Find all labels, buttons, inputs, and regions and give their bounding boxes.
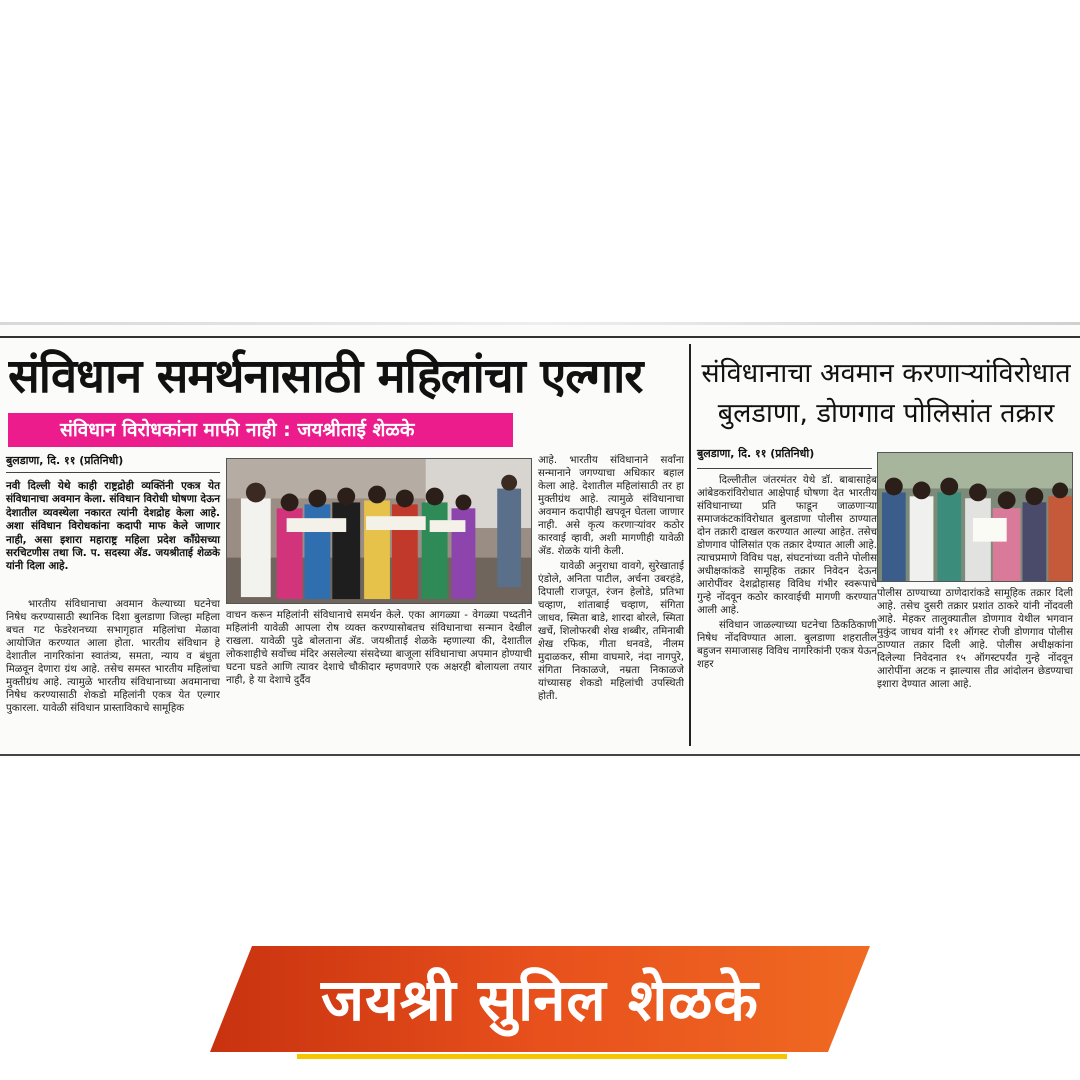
article-column-2 [226,609,532,751]
article-column-1-text: भारतीय संविधानाचा अवमान केल्याच्या घटनेचा निषेध करण्यासाठी स्थानिक दिशा बुलडाणा जिल्हा महिला बचत गट फेडरेशनच्या सभागृहात महिलांचा मेळावा आयोजित करण्यात आला होता. भारतीय संविधान हे देशातील नागरिकांना स्वातंत्र्य, समता, न्याय व बंधुता मिळवून देणारा ग्रंथ आहे. तसेच समस्त भारतीय महिलांचा मुक्तीग्रंथ आहे. त्यामुळे भारतीय संविधानाच्या अवमानाचा निषेध करण्यासाठी शेकडो महिलांनी एकत्र येत एल्गार पुकारला. यावेळी संविधान प्रास्ताविकाचे सामूहिक [6,599,220,714]
banner-name: जयश्री सुनिल शेळके [321,966,759,1034]
police-complaint-photo [877,452,1073,582]
article-column-1 [6,598,220,748]
clipping-top-rule [0,336,1080,338]
side-article-dateline: बुलडाणा, दि. ११ (प्रतिनिधी) [697,447,815,460]
side-article-headline [696,354,1076,434]
dateline-rule [6,472,220,473]
side-dateline-rule [697,468,872,469]
side-article-column-2 [877,587,1073,747]
women-rally-photo [226,458,532,604]
clipping-bottom-rule [0,754,1080,756]
banner-underline [297,1054,787,1059]
article-subheadline: संविधान विरोधकांना माफी नाही : जयश्रीताई शेळके [8,413,513,447]
article-headline: संविधान समर्थनासाठी महिलांचा एल्गार [8,349,643,404]
police-complaint-photo-image [878,453,1072,581]
clipping-top-edge [0,322,1080,325]
article-column-2-text: वाचन करून महिलांनी संविधानाचे समर्थन केले. एका आगळ्या - वेगळ्या पध्दतीने महिलांनी यावेळी आपला रोष व्यक्त करण्यासोबतच संविधानाचा सन्मान देखील राखला. यावेळी पुढे बोलताना ॲड. जयश्रीताई शेळके म्हणाल्या की, देशातील लोकशाहीचे सर्वोच्च मंदिर असलेल्या संसदेच्या बाजूला संविधानाचा अपमान होण्याची घटना घडते आणि त्यावर देशाचे चौकीदार म्हणवणारे एक अक्षरही बोलायला तयार नाही, हे या देशाचे दुर्दैव [226,610,532,686]
column-divider [689,344,691,746]
article-column-3-text-b: यावेळी अनुराधा वावगे, सुरेखाताई एंडोले, अनिता पाटील, अर्चना उबरहंडे, दिपाली राजपूत, रंजन हेलोडे, प्रतिभा चव्हाण, शांताबाई चव्हाण, संगिता जाधव, स्मिता बाडे, शारदा बोरले, स्मिता खर्चे, शिलोफरबी शेख शब्बीर, तमिनाबी शेख रफिक, गीता धनवडे, नीलम मुदाळकर, सीमा वाघमारे, नंदा नागपुरे, संगिता निकाळजे, नम्रता निकाळजे यांच्यासह शेकडो महिलांची उपस्थिती होती. [538,561,684,702]
side-article-column-1-text: दिल्लीतील जंतरमंतर येथे डॉ. बाबासाहेब आंबेडकरांविरोधात आक्षेपार्ह घोषणा देत भारतीय संविधानाच्या प्रति फाडून जाळणाऱ्या समाजकंटकांविरोधात बुलडाणा पोलीस ठाण्यात दोन तक्रारी दाखल करण्यात आल्या आहेत. तसेच डोणगाव पोलिसांत एक तक्रार देण्यात आली आहे. त्याचप्रमाणे विविध पक्ष, संघटनांच्या वतीने पोलीस अधीक्षकांकडे सामूहिक तक्रार निवेदन देऊन आरोपींवर देशद्रोहासह विविध गंभीर स्वरूपाचे गुन्हे नोंदवून कठोर कारवाईची मागणी करण्यात आली आहे. [697,475,877,616]
side-article-column-1 [697,474,877,748]
women-rally-photo-image [227,459,531,603]
article-column-3-text-a: आहे. भारतीय संविधानाने सर्वांना सन्मानाने जगण्याचा अधिकार बहाल केला आहे. देशातील महिलांसाठी तर हा मुक्तीग्रंथ आहे. त्यामुळे संविधानाचा अवमान कदापीही खपवून घेतला जाणार नाही. असे कृत्य करणाऱ्यांवर कठोर कारवाई व्हावी, अशी मागणीही यावेळी ॲड. शेळके यांनी केली. [538,455,684,557]
side-article-column-2-text: पोलीस ठाण्याच्या ठाणेदारांकडे सामूहिक तक्रार दिली आहे. तसेच दुसरी तक्रार प्रशांत ठाकरे यांनी नोंदवली आहे. मेहकर तालुक्यातील डोणगाव येथील भगवान मुकुंद जाधव यांनी ११ ऑगस्ट रोजी डोणगाव पोलीस ठाण्यात तक्रार दिली आहे. पोलीस अधीक्षकांना दिलेल्या निवेदनात १५ ऑगस्टपर्यंत गुन्हे नोंदवून आरोपींना अटक न झाल्यास तीव्र आंदोलन छेडण्याचा इशारा देण्यात आला आहे. [877,588,1073,690]
side-article-column-1-text-b: संविधान जाळल्याच्या घटनेचा ठिकठिकाणी निषेध नोंदविण्यात आला. बुलडाणा शहरातील बहुजन समाजासह विविध नागरिकांनी एकत्र येऊन शहर [697,620,877,670]
article-dateline: बुलडाणा, दि. ११ (प्रतिनिधी) [6,454,124,467]
side-article-headline-line-2: बुलडाणा, डोणगाव पोलिसांत तक्रार [717,398,1055,429]
name-banner [210,946,870,1052]
article-column-3 [538,454,684,750]
side-article-headline-line-1: संविधानाचा अवमान करणाऱ्यांविरोधात [701,358,1071,389]
article-lead-paragraph: नवी दिल्ली येथे काही राष्ट्रद्रोही व्यक्तिंनी एकत्र येत संविधानाचा अवमान केला. संविधान विरोधी घोषणा देऊन देशातील व्यवस्थेला नकारत त्यांनी देशद्रोह केला आहे. अशा संविधान विरोधकांना कदापी माफ केले जाणार नाही, असा इशारा महाराष्ट्र महिला प्रदेश कॉंग्रेसच्या सरचिटणीस तथा जि. प. सदस्या ॲड. जयश्रीताई शेळके यांनी दिला आहे. [6,480,220,573]
